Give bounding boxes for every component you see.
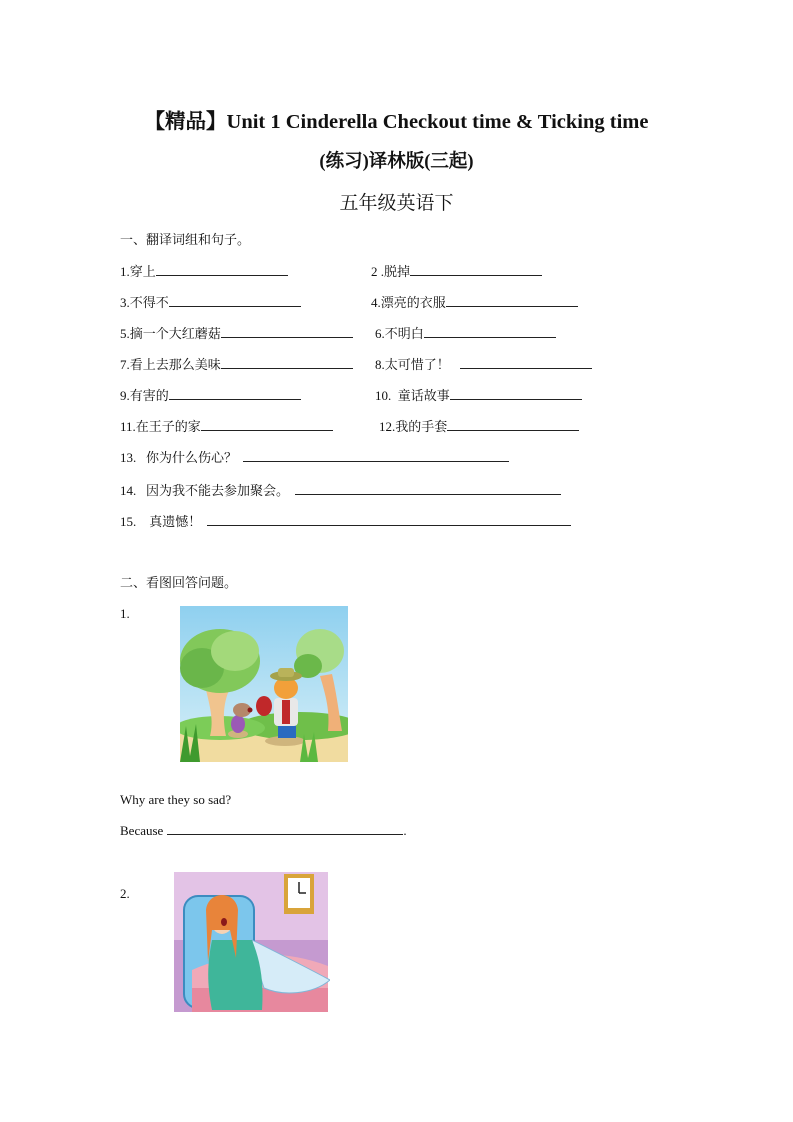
- question-1-text: Why are they so sad?: [120, 792, 232, 807]
- answer-blank[interactable]: [221, 356, 353, 369]
- translate-item-13: [120, 447, 509, 466]
- answer-blank[interactable]: [460, 356, 592, 369]
- item-label: 14. 因为我不能去参加聚会。: [120, 483, 290, 498]
- item-label: 9.有害的: [120, 388, 169, 403]
- bedroom-illustration-icon: [172, 870, 330, 1016]
- answer-blank[interactable]: [221, 325, 353, 338]
- translate-item-10: [375, 385, 582, 404]
- translate-item-9: [120, 385, 301, 404]
- item-label: 6.不明白: [375, 326, 424, 341]
- item-label: 1.穿上: [120, 264, 156, 279]
- item-label: 2 .脱掉: [371, 264, 411, 279]
- translate-item-2: [371, 261, 542, 280]
- translate-item-12: [379, 416, 579, 435]
- item-label: 8.太可惜了！: [375, 357, 450, 372]
- item-label: 13. 你为什么伤心？: [120, 450, 238, 465]
- item-label: 11.在王子的家: [120, 419, 201, 434]
- answer-blank[interactable]: [243, 449, 509, 462]
- translate-item-8: [375, 354, 592, 373]
- answer-blank[interactable]: [447, 418, 579, 431]
- question-2-number: 2.: [120, 886, 130, 901]
- item-label: 5.摘一个大红蘑菇: [120, 326, 221, 341]
- translate-item-11: [120, 416, 333, 435]
- translate-item-15: [120, 511, 571, 530]
- answer-blank[interactable]: [169, 387, 301, 400]
- item-label: 12.我的手套: [379, 419, 448, 434]
- question-1-number: 1.: [120, 606, 130, 621]
- page-subtitle: (练习)译林版(三起): [319, 152, 474, 172]
- translate-item-7: [120, 354, 353, 373]
- answer-blank[interactable]: [410, 263, 542, 276]
- answer-blank[interactable]: [450, 387, 582, 400]
- translate-item-14: [120, 480, 561, 499]
- item-label: 7.看上去那么美味: [120, 357, 221, 372]
- answer-blank[interactable]: [201, 418, 333, 431]
- item-label: 4.漂亮的衣服: [371, 295, 446, 310]
- question-1-answer: [120, 822, 407, 839]
- item-label: 10. 童话故事: [375, 388, 450, 403]
- answer-blank[interactable]: [207, 513, 571, 526]
- cartoon-forest-image: [180, 606, 348, 762]
- translate-item-4: [371, 292, 578, 311]
- answer-blank[interactable]: [169, 294, 301, 307]
- answer-blank[interactable]: [295, 482, 561, 495]
- section2-heading: 二、看图回答问题。: [120, 575, 238, 590]
- item-label: 3.不得不: [120, 295, 169, 310]
- answer-blank[interactable]: [156, 263, 288, 276]
- item-label: 15. 真遗憾！: [120, 514, 202, 529]
- translate-item-3: [120, 292, 301, 311]
- forest-illustration-icon: [180, 606, 348, 762]
- answer-prefix: Because: [120, 823, 164, 838]
- cartoon-bedroom-image: [172, 870, 330, 1016]
- translate-item-6: [375, 323, 556, 342]
- answer-suffix: .: [403, 823, 407, 838]
- answer-blank[interactable]: [446, 294, 578, 307]
- grade-title: 五年级英语下: [339, 193, 454, 214]
- translate-item-1: [120, 261, 288, 280]
- section1-heading: 一、翻译词组和句子。: [120, 232, 251, 247]
- page-title: 【精品】Unit 1 Cinderella Checkout time & Ticking time: [144, 111, 649, 133]
- answer-blank[interactable]: [424, 325, 556, 338]
- translate-item-5: [120, 323, 353, 342]
- answer-blank[interactable]: [167, 822, 403, 835]
